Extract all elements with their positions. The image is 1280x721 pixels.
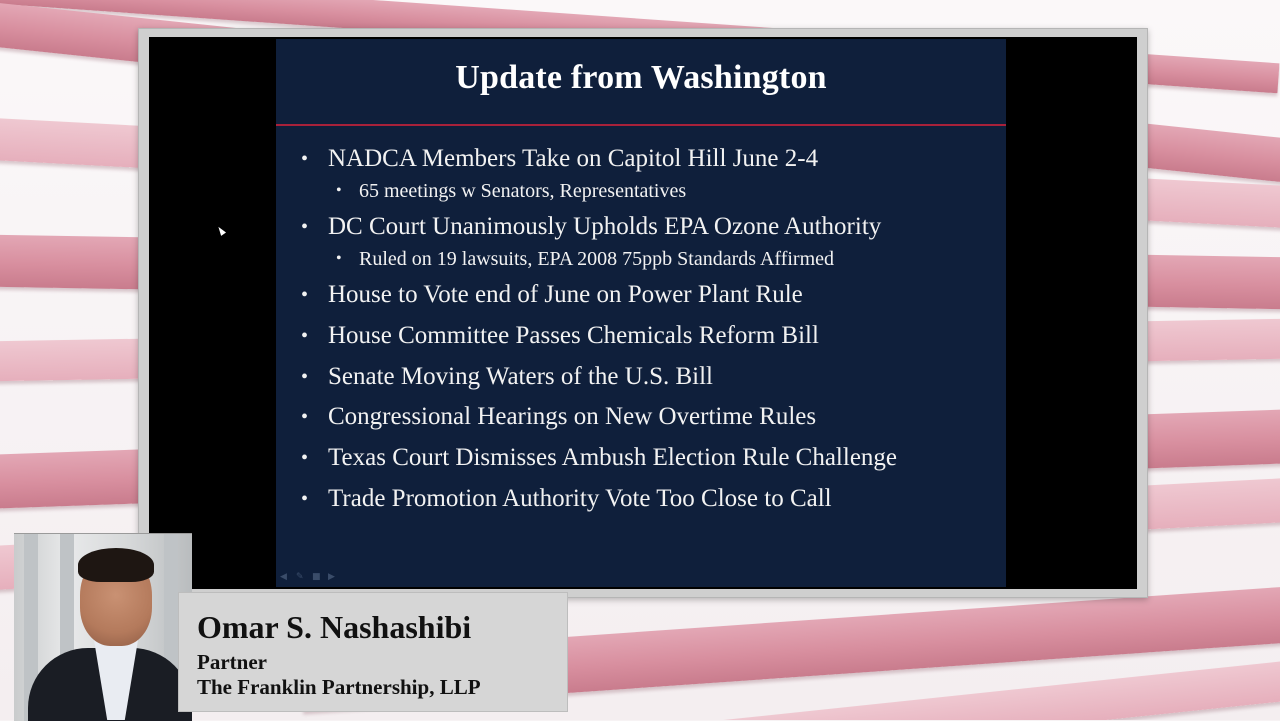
- bullet-item: • Congressional Hearings on New Overtime Rules: [300, 402, 1000, 432]
- bullet-list: [300, 144, 1000, 525]
- speaker-video: [14, 533, 192, 721]
- speaker-hair: [78, 548, 154, 582]
- bullet-item: • NADCA Members Take on Capitol Hill June 2-4: [300, 144, 1000, 174]
- pen-icon[interactable]: ✎: [296, 572, 304, 582]
- sub-bullet-item: • Ruled on 19 lawsuits, EPA 2008 75ppb Standards Affirmed: [300, 246, 1000, 272]
- speaker-title: Partner: [197, 650, 267, 674]
- speaker-name-card: [178, 592, 568, 712]
- speaker-organization: The Franklin Partnership, LLP: [197, 675, 481, 699]
- slide-menu-icon[interactable]: ■: [312, 572, 321, 582]
- speaker-name: Omar S. Nashashibi: [197, 609, 472, 645]
- bullet-item: • House Committee Passes Chemicals Reform Bill: [300, 321, 1000, 351]
- title-divider: [276, 124, 1006, 126]
- slide-frame: [138, 28, 1148, 598]
- bullet-item: • Texas Court Dismisses Ambush Election Rule Challenge: [300, 443, 1000, 473]
- bullet-item: • House to Vote end of June on Power Plant Rule: [300, 280, 1000, 310]
- slide-title: Update from Washington: [455, 59, 827, 96]
- slide-viewport: [149, 37, 1137, 589]
- presentation-slide: [276, 39, 1006, 587]
- bullet-item: • Senate Moving Waters of the U.S. Bill: [300, 362, 1000, 392]
- previous-icon[interactable]: ◀: [280, 572, 287, 582]
- bullet-item: • DC Court Unanimously Upholds EPA Ozone Authority: [300, 212, 1000, 242]
- slideshow-controls: [280, 573, 338, 581]
- sub-bullet-item: • 65 meetings w Senators, Representatives: [300, 178, 1000, 204]
- next-icon[interactable]: ▶: [328, 572, 335, 582]
- mouse-cursor-icon: [216, 225, 226, 236]
- bullet-item: • Trade Promotion Authority Vote Too Close to Call: [300, 484, 1000, 514]
